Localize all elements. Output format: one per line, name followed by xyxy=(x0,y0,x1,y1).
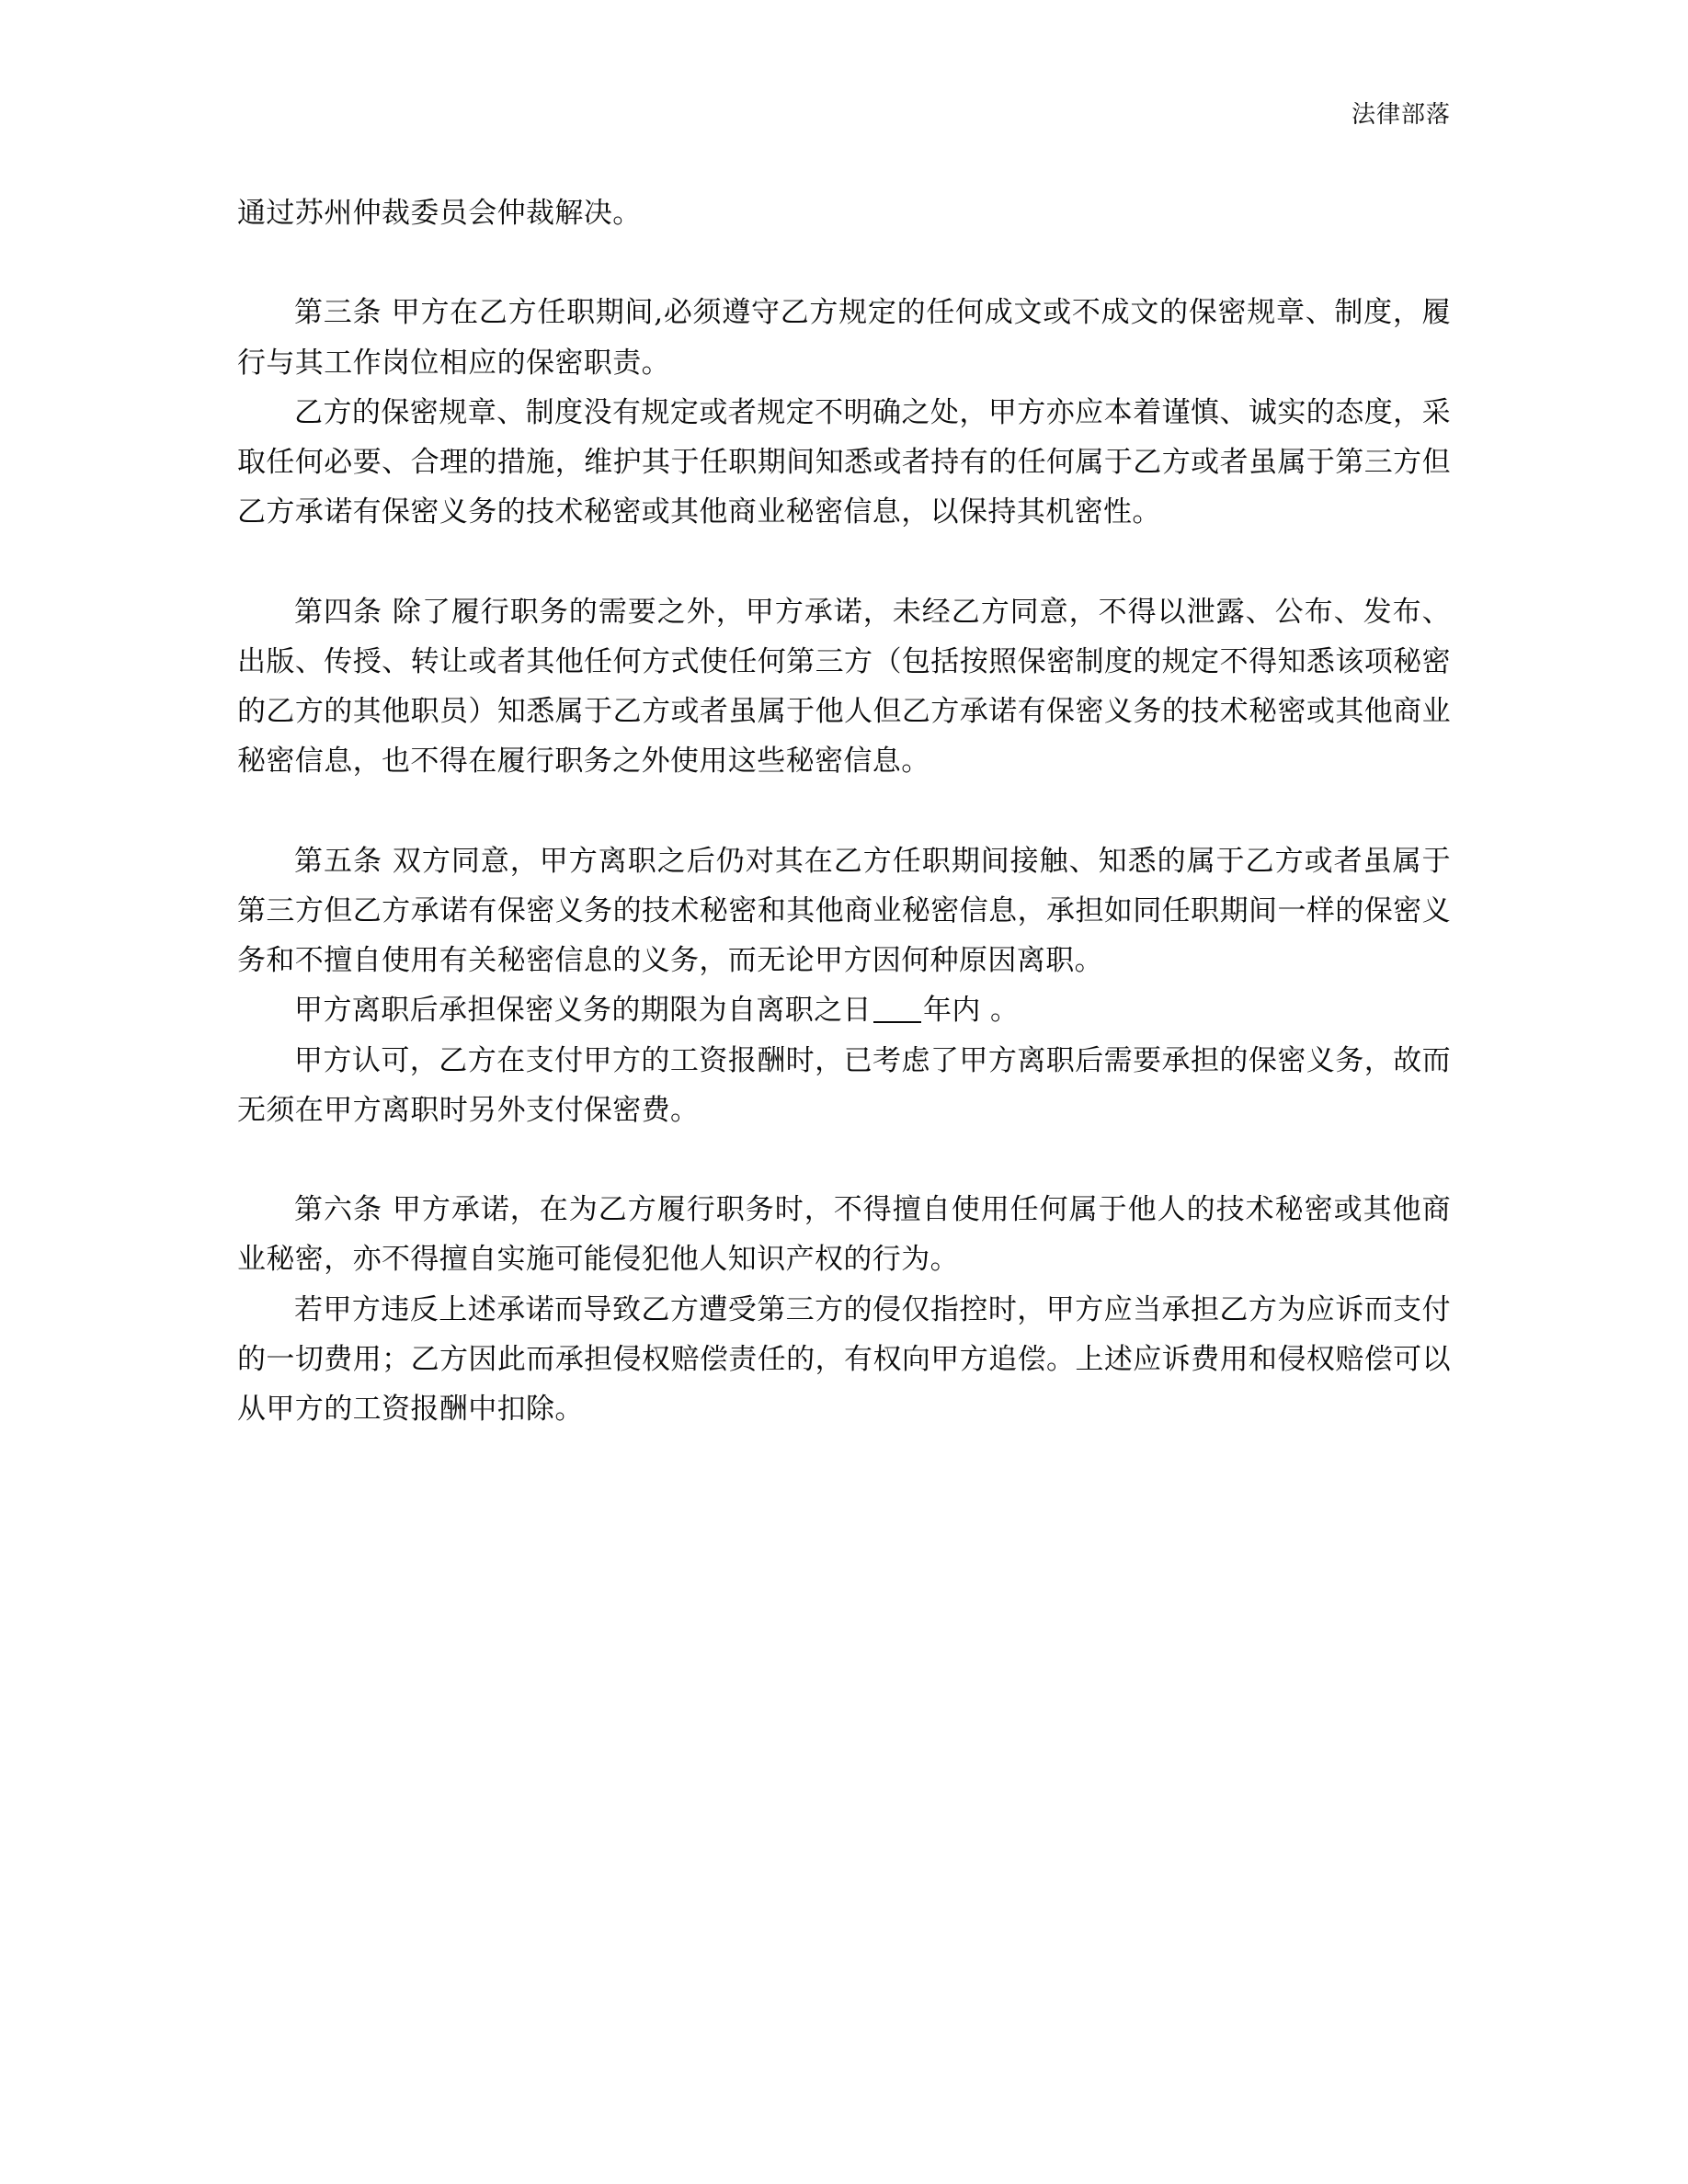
paragraph-article-3-2: 乙方的保密规章、制度没有规定或者规定不明确之处，甲方亦应本着谨慎、诚实的态度，采取任何必要、合理的措施，维护其于任职期间知悉或者持有的任何属于乙方或者虽属于第三方但乙方承诺有保密义务的技术秘密或其他商业秘密信息，以保持其机密性。 xyxy=(237,395,1451,529)
page-header-watermark: 法律部落 xyxy=(1351,101,1451,129)
paragraph-article-4: 第四条 除了履行职务的需要之外，甲方承诺，未经乙方同意，不得以泄露、公布、发布、出版、传授、转让或者其他任何方式使任何第三方（包括按照保密制度的规定不得知悉该项秘密的乙方的其他职员）知悉属于乙方或者虽属于他人但乙方承诺有保密义务的技术秘密或其他商业秘密信息，也不得在履行职务之外使用这些秘密信息。 xyxy=(237,595,1451,779)
paragraph-article-5-3: 甲方认可，乙方在支付甲方的工资报酬时，已考虑了甲方离职后需要承担的保密义务，故而无须在甲方离职时另外支付保密费。 xyxy=(237,1043,1451,1127)
text-before-blank: 甲方离职后承担保密义务的期限为自离职之日 xyxy=(294,994,872,1028)
paragraph-article-3-1: 第三条 甲方在乙方任职期间,必须遵守乙方规定的任何成文或不成文的保密规章、制度，履行与其工作岗位相应的保密职责。 xyxy=(237,296,1451,380)
paragraph-article-6-1: 第六条 甲方承诺，在为乙方履行职务时，不得擅自使用任何属于他人的技术秘密或其他商业秘密，亦不得擅自实施可能侵犯他人知识产权的行为。 xyxy=(237,1193,1451,1277)
text-after-blank: 年内 。 xyxy=(923,994,1020,1028)
paragraph-article-6-2: 若甲方违反上述承诺而导致乙方遭受第三方的侵仅指控时，甲方应当承担乙方为应诉而支付的一切费用；乙方因此而承担侵权赔偿责任的，有权向甲方追偿。上述应诉费用和侵权赔偿可以从甲方的工资报酬中扣除。 xyxy=(237,1292,1451,1426)
paragraph-article-5-1: 第五条 双方同意，甲方离职之后仍对其在乙方任职期间接触、知悉的属于乙方或者虽属于第三方但乙方承诺有保密义务的技术秘密和其他商业秘密信息，承担如同任职期间一样的保密义务和不擅自使用有关秘密信息的义务，而无论甲方因何种原因离职。 xyxy=(237,844,1451,977)
paragraph-article-5-2 xyxy=(237,985,1451,1035)
paragraph-spacer xyxy=(237,238,1451,288)
fill-in-blank xyxy=(873,1021,921,1023)
paragraph-spacer xyxy=(237,787,1451,836)
paragraph-arbitration: 通过苏州仲裁委员会仲裁解决。 xyxy=(237,197,642,230)
paragraph-spacer xyxy=(237,1135,1451,1185)
paragraph-spacer xyxy=(237,538,1451,587)
document-body xyxy=(237,188,1451,1434)
